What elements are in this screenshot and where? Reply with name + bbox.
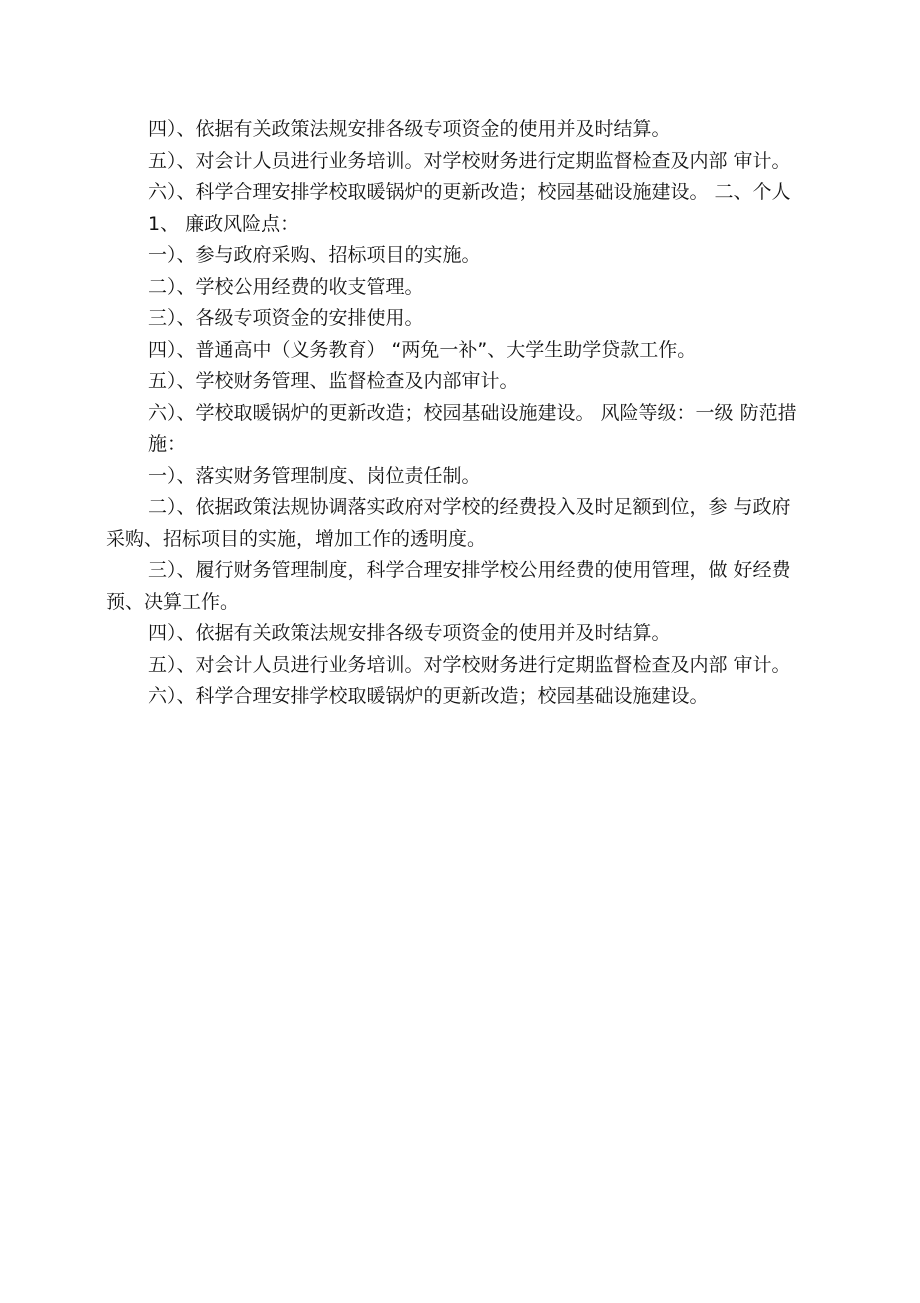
paragraph-line: 三）、履行财务管理制度，科学合理安排学校公用经费的使用管理，做 好经费 <box>148 559 791 581</box>
paragraph-line: 一）、参与政府采购、招标项目的实施。 <box>148 244 481 266</box>
section-heading: 1、 廉政风险点： <box>148 212 300 235</box>
paragraph-line: 四）、依据有关政策法规安排各级专项资金的使用并及时结算。 <box>148 622 671 644</box>
paragraph-line: 五）、学校财务管理、监督检查及内部审计。 <box>148 370 519 392</box>
paragraph-line-continuation: 预、决算工作。 <box>106 590 240 613</box>
paragraph-line: 六）、科学合理安排学校取暖锅炉的更新改造；校园基础设施建设。 <box>148 685 709 707</box>
paragraph-line: 五）、对会计人员进行业务培训。对学校财务进行定期监督检查及内部 审计。 <box>148 653 791 676</box>
paragraph-line: 二）、依据政策法规协调落实政府对学校的经费投入及时足额到位，参 与政府 <box>148 496 791 518</box>
paragraph-line: 六）、学校取暖锅炉的更新改造；校园基础设施建设。 风险等级：一级 防范措 <box>148 401 797 424</box>
document-body <box>106 114 812 713</box>
paragraph-line: 四）、依据有关政策法规安排各级专项资金的使用并及时结算。 <box>148 118 671 140</box>
paragraph-line-continuation: 施： <box>148 433 187 455</box>
paragraph-line: 一）、落实财务管理制度、岗位责任制。 <box>148 464 481 487</box>
paragraph-line: 五）、对会计人员进行业务培训。对学校财务进行定期监督检查及内部 审计。 <box>148 149 791 172</box>
paragraph-line: 二）、学校公用经费的收支管理。 <box>148 275 424 298</box>
paragraph-line: 三）、各级专项资金的安排使用。 <box>148 307 424 329</box>
paragraph-line: 六）、科学合理安排学校取暖锅炉的更新改造；校园基础设施建设。 二、个人 <box>148 181 791 203</box>
paragraph-line: 四）、普通高中（义务教育） “两免一补”、大学生助学贷款工作。 <box>148 338 697 361</box>
paragraph-line-continuation: 采购、招标项目的实施，增加工作的透明度。 <box>106 527 487 550</box>
